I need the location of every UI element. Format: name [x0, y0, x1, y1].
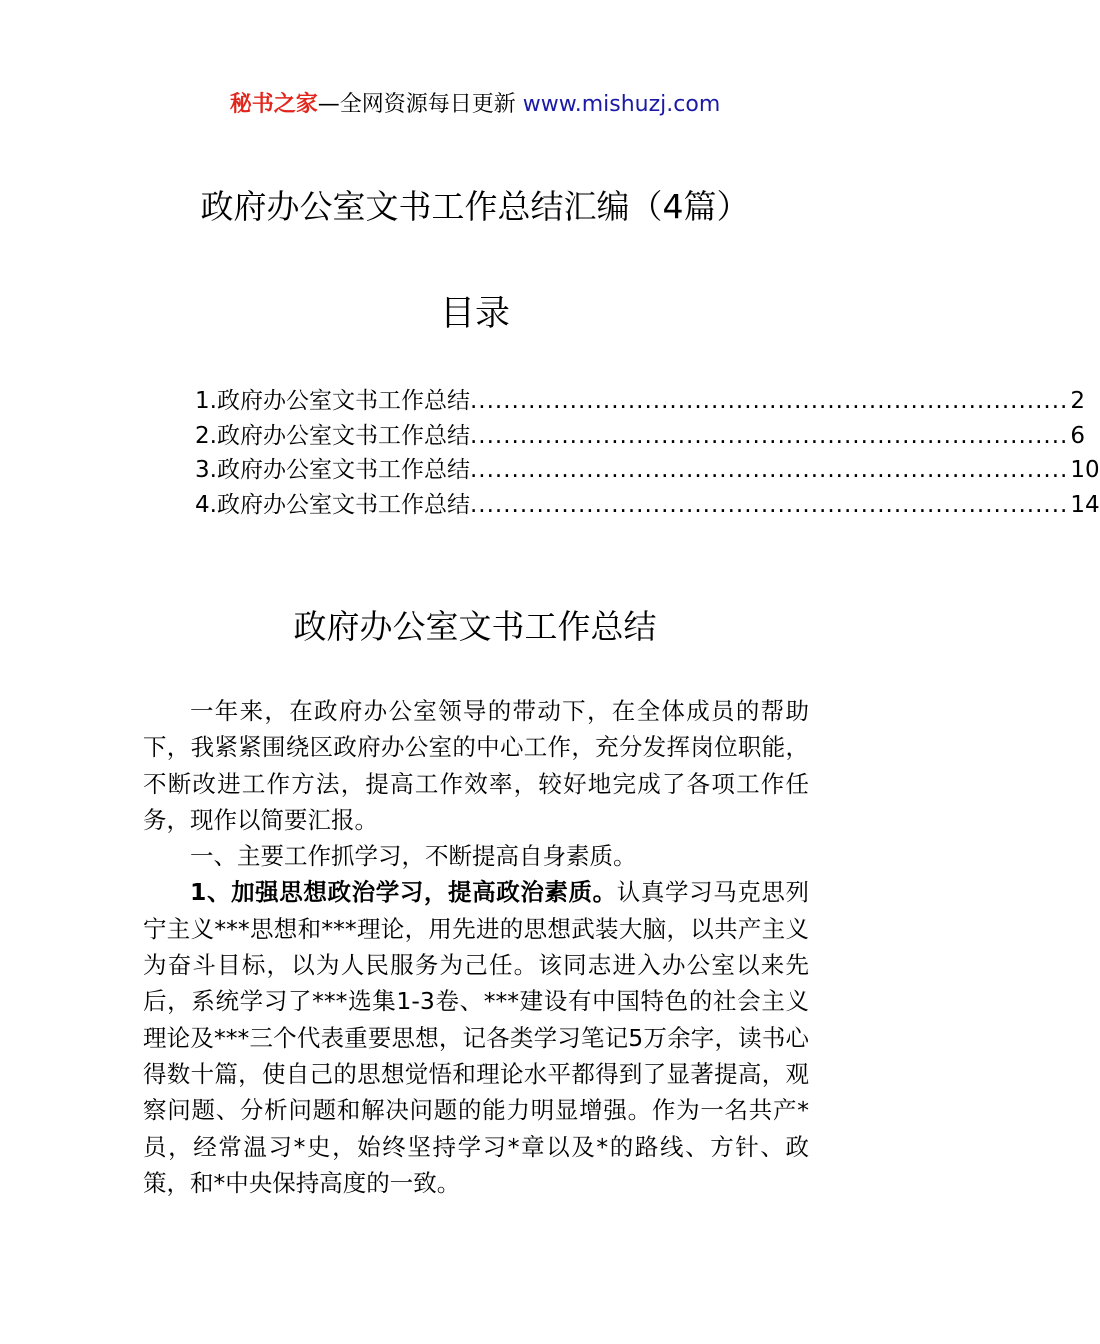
- section-title: 政府办公室文书工作总结: [293, 607, 657, 646]
- paragraph-intro: 一年来，在政府办公室领导的带动下，在全体成员的帮助下，我紧紧围绕区政府办公室的中心工作，充分发挥岗位职能，不断改进工作方法，提高工作效率，较好地完成了各项工作任务，现作以简要汇报。: [143, 697, 809, 834]
- paragraph-body: 认真学习马克思列宁主义***思想和***理论，用先进的思想武装大脑，以共产主义为奋斗目标，以为人民服务为己任。该同志进入办公室以来先后，系统学习了***选集1-3卷、***建设有中国特色的社会主义理论及***三个代表重要思想，记各类学习笔记5万余字，读书心得数十篇，使自己的思想觉悟和理论水平都得到了显著提高，观察问题、分析问题和解决问题的能力明显增强。作为一名共产*员，经常温习*史，始终坚持学习*章以及*的路线、方针、政策，和*中央保持高度的一致。: [143, 878, 810, 1197]
- toc-entry-label: 1.政府办公室文书工作总结: [195, 388, 470, 414]
- paragraph-heading: 一、主要工作抓学习，不断提高自身素质。: [190, 842, 637, 871]
- toc-entry-3[interactable]: [195, 453, 1100, 488]
- body-text: [143, 693, 809, 1201]
- paragraph-study: [143, 874, 809, 1201]
- toc-entry-2[interactable]: [195, 419, 1085, 454]
- site-brand: 秘书之家: [229, 92, 318, 117]
- site-url-link[interactable]: www.mishuzj.com: [522, 92, 721, 117]
- toc-leader-dots: ........................................................................: [469, 491, 1069, 518]
- toc-leader-dots: ........................................................................: [469, 457, 1069, 483]
- toc-entry-page: 6: [1070, 422, 1085, 449]
- document-title: 政府办公室文书工作总结汇编（4篇）: [200, 187, 750, 226]
- site-header: [0, 88, 950, 122]
- toc-entry-1[interactable]: [195, 384, 1085, 419]
- toc-leader-dots: ........................................................................: [469, 422, 1069, 449]
- toc-leader-dots: ........................................................................: [469, 388, 1069, 414]
- table-of-contents: [195, 384, 1100, 522]
- toc-heading: 目录: [439, 294, 510, 334]
- toc-entry-label: 2.政府办公室文书工作总结: [195, 422, 470, 449]
- header-separator: —: [317, 92, 340, 117]
- toc-entry-label: 4.政府办公室文书工作总结: [195, 491, 470, 518]
- toc-entry-page: 2: [1070, 388, 1085, 414]
- toc-entry-4[interactable]: [195, 488, 1100, 523]
- paragraph-lead-bold: 1、加强思想政治学习，提高政治素质。: [190, 878, 617, 907]
- toc-entry-page: 14: [1070, 491, 1100, 518]
- toc-entry-page: 10: [1070, 457, 1100, 483]
- toc-entry-label: 3.政府办公室文书工作总结: [195, 457, 470, 483]
- site-tagline: 全网资源每日更新: [339, 92, 516, 117]
